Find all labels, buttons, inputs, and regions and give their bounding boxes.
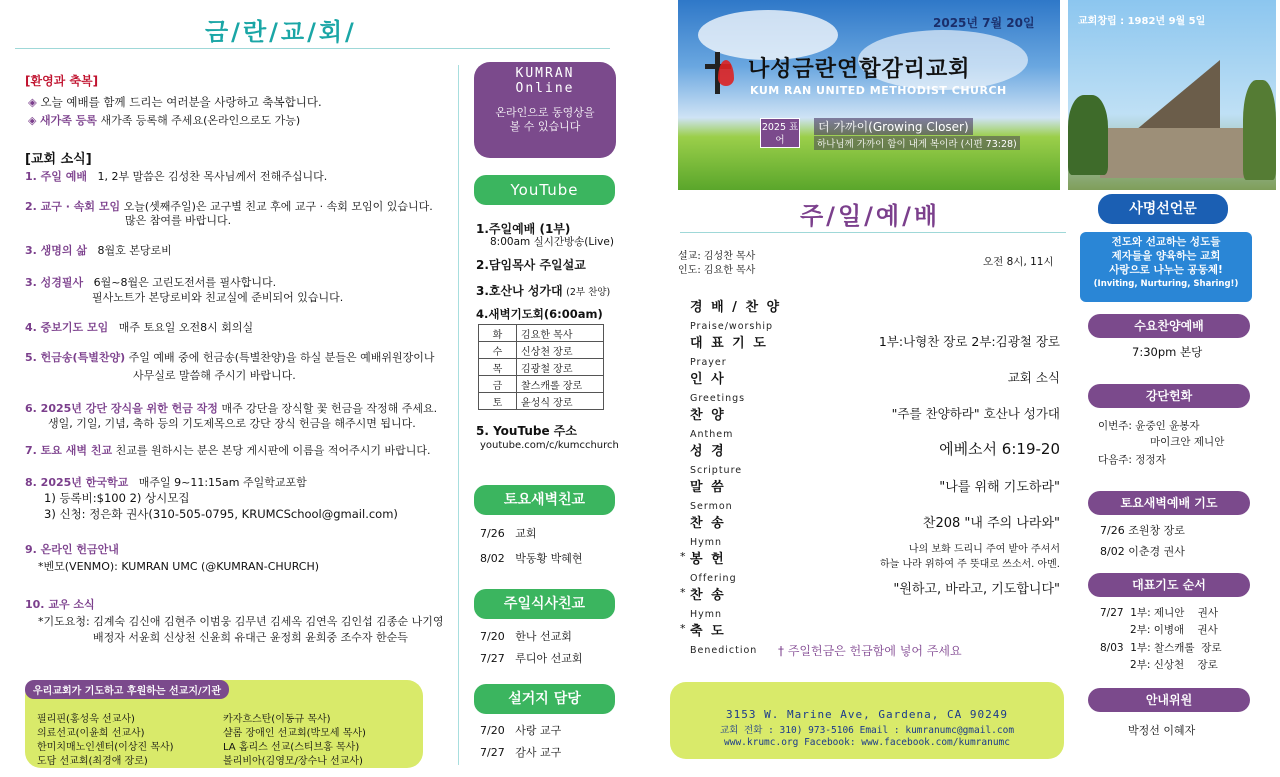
yt-item-2: 2.담임목사 주일설교 bbox=[476, 258, 586, 272]
sat-dawn-row: 8/02 이춘경 권사 bbox=[1100, 545, 1185, 558]
news-item-4: 3. 성경필사 6월~8월은 고린도전서를 필사합니다. bbox=[25, 276, 277, 289]
altar-flower-2: 마이크안 제니안 bbox=[1150, 436, 1225, 448]
altar-flower-3: 다음주: 정정자 bbox=[1098, 454, 1166, 466]
mission-statement-en: (Inviting, Nurturing, Sharing!) bbox=[1093, 279, 1239, 289]
page-header-left: 금/란/교/회/ bbox=[205, 18, 357, 46]
altar-flower-1: 이번주: 윤중인 윤봉자 bbox=[1098, 420, 1200, 432]
rep-prayer-row: 7/27 1부: 제니안 권사 bbox=[1100, 607, 1219, 619]
news-item-6b: 사무실로 말씀해 주시기 바랍니다. bbox=[133, 369, 296, 382]
sat-row: 8/02 박동황 박혜현 bbox=[480, 552, 583, 565]
mission-item: 카자흐스탄(이동규 목사) bbox=[223, 714, 331, 725]
news-item-11c: 배정자 서윤희 신상천 신윤희 유대근 윤정희 윤희중 조수자 한순득 bbox=[93, 631, 408, 644]
table-row bbox=[479, 393, 604, 410]
altar-flower-pill: 강단헌화 bbox=[1088, 384, 1250, 408]
tree bbox=[1243, 80, 1276, 180]
table-row bbox=[479, 325, 604, 342]
news-item-2b: 많은 참여를 바랍니다. bbox=[125, 214, 232, 227]
mission-item: 필리핀(홍성욱 선교사) bbox=[37, 714, 135, 725]
service-title: 주/일/예/배 bbox=[800, 202, 941, 230]
yt-item-1b: 8:00am 실시간방송(Live) bbox=[490, 236, 614, 248]
news-item-10: 9. 온라인 헌금안내 bbox=[25, 543, 119, 556]
usher-names: 박정선 이혜자 bbox=[1128, 724, 1196, 737]
year-verse: 하나님께 가까이 함이 내게 복이라 (시편 73:28) bbox=[814, 136, 1020, 150]
tree bbox=[1068, 95, 1108, 175]
news-item-1: 1. 주일 예배 1, 2부 말씀은 김성찬 목사님께서 전해주십니다. bbox=[25, 170, 328, 183]
news-item-11: 10. 교우 소식 bbox=[25, 598, 95, 611]
table-cell: 금 bbox=[479, 376, 517, 393]
table-cell: 김광철 장로 bbox=[517, 359, 604, 376]
mission-item: 의료선교(이윤희 선교사) bbox=[37, 728, 145, 739]
cross-flame-logo bbox=[700, 52, 736, 94]
mission-box-title: 우리교회가 기도하고 후원하는 선교지/기관 bbox=[25, 680, 229, 699]
rep-prayer-row: 8/03 1부: 찰스캐롤 장로 bbox=[1100, 642, 1222, 654]
sat-dawn-prayer-pill: 토요새벽예배 기도 bbox=[1088, 491, 1250, 515]
table-row bbox=[479, 376, 604, 393]
diamond-icon: ◈ bbox=[28, 114, 37, 127]
mission-item: 한미치매노인센터(이상진 목사) bbox=[37, 742, 174, 753]
mission-statement-pill: 사명선언문 bbox=[1098, 194, 1228, 224]
news-item-3: 3. 생명의 삶 8월호 본당로비 bbox=[25, 244, 172, 257]
table-cell: 목 bbox=[479, 359, 517, 376]
service-item: 찬 양 Anthem "주를 찬양하라" 호산나 성가대 bbox=[690, 406, 1060, 440]
mission-item: LA 홈리스 선교(스티브홍 목사) bbox=[223, 742, 360, 753]
online-box bbox=[474, 62, 616, 158]
header-rule bbox=[15, 48, 610, 49]
yt-item-3: 3.호산나 성가대 (2부 찬양) bbox=[476, 284, 611, 298]
news-item-9c: 3) 신청: 정은화 권사(310-505-0795, KRUMCSchool@gmail.com) bbox=[44, 507, 398, 521]
church-address: 3153 W. Marine Ave, Gardena, CA 90249 bbox=[725, 708, 1009, 721]
mission-item: 샬롬 장애인 선교회(박모세 목사) bbox=[223, 728, 366, 739]
service-item: 성 경 Scripture 에베소서 6:19-20 bbox=[690, 440, 1060, 476]
banner-image bbox=[678, 0, 1060, 190]
mission-statement-text: 전도와 선교하는 성도들 제자들을 양육하는 교회 사랑으로 나누는 공동체! bbox=[1109, 236, 1223, 276]
table-cell: 신상천 장로 bbox=[517, 342, 604, 359]
news-item-6: 5. 헌금송(특별찬양) 주일 예배 중에 헌금송(특별찬양)을 하실 분들은 예배위원장이나 bbox=[25, 351, 435, 364]
vertical-divider bbox=[458, 65, 459, 765]
usher-pill: 안내위원 bbox=[1088, 688, 1250, 712]
service-time: 오전 8시, 11시 bbox=[983, 256, 1054, 268]
service-item: 대 표 기 도 Prayer 1부:나형찬 장로 2부:김광철 장로 bbox=[690, 334, 1060, 368]
service-item: * 축 도 Benediction bbox=[680, 622, 758, 656]
church-name: 나성금란연합감리교회 bbox=[748, 57, 971, 82]
news-item-7b: 생일, 기일, 기념, 축하 등의 기도제목으로 강단 장식 헌금을 해주시면 됩니다. bbox=[48, 417, 416, 430]
news-item-11b: *기도요청: 김계숙 김신애 김현주 이범웅 김무년 김세옥 김연옥 김인섭 김종순 나기영 bbox=[38, 615, 444, 628]
church-building-photo bbox=[1068, 0, 1276, 190]
year-motto: 더 가까이(Growing Closer) bbox=[814, 118, 973, 135]
service-item: 말 씀 Sermon "나를 위해 기도하라" bbox=[690, 480, 1060, 512]
rep-prayer-row: 2부: 신상천 장로 bbox=[1100, 659, 1218, 671]
news-item-5: 4. 중보기도 모임 매주 토요일 오전8시 회의실 bbox=[25, 321, 254, 334]
table-cell: 찰스캐롤 장로 bbox=[517, 376, 604, 393]
meal-fellowship-pill: 주일식사친교 bbox=[474, 589, 615, 619]
church-wall bbox=[1100, 128, 1250, 178]
bulletin-date: 2025년 7월 20일 bbox=[933, 16, 1035, 30]
youtube-pill: YouTube bbox=[474, 175, 615, 205]
welcome-line-1: ◈ 오늘 예배를 함께 드리는 여러분을 사랑하고 축복합니다. bbox=[28, 95, 322, 109]
dish-duty-pill: 설거지 담당 bbox=[474, 684, 615, 714]
news-item-8: 7. 토요 새벽 친교 친교를 원하시는 분은 본당 게시판에 이름을 적어주시기 바랍니다. bbox=[25, 444, 431, 457]
diamond-icon: ◈ bbox=[28, 95, 37, 109]
table-cell: 토 bbox=[479, 393, 517, 410]
table-row bbox=[479, 342, 604, 359]
address-box bbox=[670, 682, 1064, 759]
wednesday-pill: 수요찬양예배 bbox=[1088, 314, 1250, 338]
dawn-prayer-table bbox=[478, 324, 604, 410]
mission-item: 도담 선교회(최경애 장로) bbox=[37, 756, 148, 767]
table-cell: 김요한 목사 bbox=[517, 325, 604, 342]
yt-url[interactable]: youtube.com/c/kumcchurch bbox=[480, 440, 619, 451]
welcome-line-2: ◈ 새가족 등록 새가족 등록해 주세요(온라인으로도 가능) bbox=[28, 114, 301, 127]
service-item: * 봉 헌 Offering 나의 보화 드리니 주여 받아 주셔서 하늘 나라 위하여 주 뜻대로 쓰소서. 아멘. bbox=[680, 544, 1060, 584]
wednesday-text: 7:30pm 본당 bbox=[1132, 345, 1203, 359]
sat-fellowship-pill: 토요새벽친교 bbox=[474, 485, 615, 515]
sat-dawn-row: 7/26 조원창 장로 bbox=[1100, 524, 1185, 537]
church-web[interactable]: www.krumc.org Facebook: www.facebook.com/kumranumc bbox=[724, 737, 1010, 748]
offering-note: † 주일헌금은 헌금함에 넣어 주세요 bbox=[778, 644, 962, 658]
dish-row: 7/27 감사 교구 bbox=[480, 746, 562, 759]
news-item-7: 6. 2025년 강단 장식을 위한 헌금 작정 매주 강단을 장식할 꽃 헌금을 작정해 주세요. bbox=[25, 402, 438, 415]
welcome-title: [환영과 축복] bbox=[25, 74, 99, 88]
dish-row: 7/20 사랑 교구 bbox=[480, 724, 562, 737]
service-item: 인 사 Greetings 교회 소식 bbox=[690, 370, 1060, 404]
news-title: [교회 소식] bbox=[25, 152, 92, 167]
service-item: 경 배 / 찬 양 Praise/worship bbox=[690, 300, 782, 332]
sat-row: 7/26 교회 bbox=[480, 527, 537, 540]
meal-row: 7/20 한나 선교회 bbox=[480, 630, 572, 643]
mission-box bbox=[25, 680, 423, 768]
online-text: 온라인으로 동영상을 볼 수 있습니다 bbox=[495, 106, 595, 133]
table-cell: 수 bbox=[479, 342, 517, 359]
lead-by: 인도: 김요한 목사 bbox=[678, 265, 756, 276]
service-rule bbox=[680, 232, 1066, 233]
meal-row: 7/27 루디아 선교회 bbox=[480, 652, 583, 665]
founding-date: 교회창립 : 1982년 9월 5일 bbox=[1078, 16, 1206, 27]
mission-item: 볼리비아(김영모/장수나 선교사) bbox=[223, 756, 363, 767]
yt-item-4: 4.새벽기도회(6:00am) bbox=[476, 307, 603, 321]
sermon-by: 설교: 김성찬 목사 bbox=[678, 251, 756, 262]
news-item-9b: 1) 등록비:$100 2) 상시모집 bbox=[44, 491, 190, 505]
table-cell: 윤성식 장로 bbox=[517, 393, 604, 410]
news-item-2: 2. 교구 · 속회 모임 오늘(셋째주일)은 교구별 친교 후에 교구 · 속회 모임이 있습니다. bbox=[25, 200, 433, 213]
rep-prayer-row: 2부: 이병애 권사 bbox=[1100, 624, 1218, 636]
table-cell: 화 bbox=[479, 325, 517, 342]
online-title: KUMRAN Online bbox=[515, 66, 575, 96]
church-contact[interactable]: 교회 전화 : 310) 973-5106 Email : kumranumc@gmail.com bbox=[719, 725, 1015, 736]
yt-item-5: 5. YouTube 주소 bbox=[476, 424, 577, 438]
service-item: 찬 송 Hymn 찬208 "내 주의 나라와" bbox=[690, 516, 1060, 548]
news-item-10b: *벤모(VENMO): KUMRAN UMC (@KUMRAN-CHURCH) bbox=[38, 560, 320, 573]
news-item-9: 8. 2025년 한국학교 매주일 9~11:15am 주일학교포함 bbox=[25, 476, 307, 489]
rep-prayer-pill: 대표기도 순서 bbox=[1088, 573, 1250, 597]
mission-statement-box bbox=[1080, 232, 1252, 302]
year-tag: 2025 표어 bbox=[760, 118, 800, 148]
yt-item-1: 1.주일예배 (1부) bbox=[476, 222, 571, 236]
table-row bbox=[479, 359, 604, 376]
service-item: * 찬 송 Hymn "원하고, 바라고, 기도합니다" bbox=[680, 582, 1060, 620]
church-name-en: KUM RAN UNITED METHODIST CHURCH bbox=[750, 84, 1007, 97]
news-item-4b: 필사노트가 본당로비와 친교실에 준비되어 있습니다. bbox=[92, 291, 344, 304]
